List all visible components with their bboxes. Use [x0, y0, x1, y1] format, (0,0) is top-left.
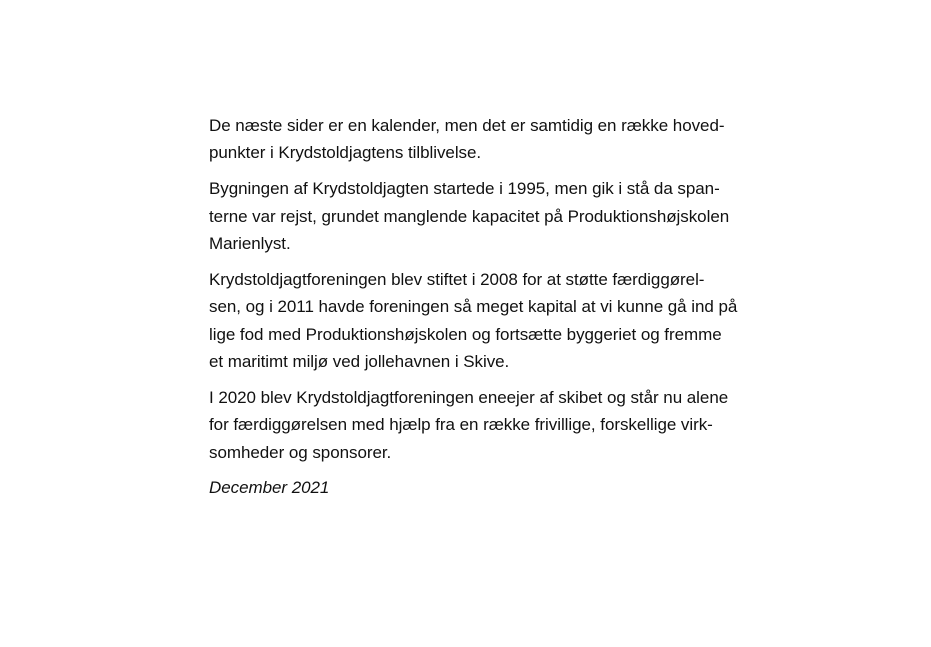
text-line: Marienlyst.: [209, 234, 291, 254]
text-line: I 2020 blev Krydstoldjagtforeningen eneejer af skibet og står nu alene: [209, 387, 729, 407]
document-date: December 2021: [209, 478, 330, 498]
paragraph-construction: [209, 175, 749, 257]
text-line: De næste sider er en kalender, men det er samtidig en række hoved-: [209, 116, 725, 135]
paragraph-association: [209, 266, 749, 376]
text-line: et maritimt miljø ved jollehavnen i Skive.: [209, 352, 510, 372]
text-line: for færdiggørelsen med hjælp fra en række frivillige, forskellige virk-: [209, 415, 713, 435]
document-body: [209, 112, 749, 502]
text-line: somheder og sponsorer.: [209, 442, 392, 462]
text-line: lige fod med Produktionshøjskolen og fortsætte byggeriet og fremme: [209, 324, 722, 344]
text-line: Bygningen af Krydstoldjagten startede i 1995, men gik i stå da span-: [209, 179, 720, 199]
text-line: terne var rejst, grundet manglende kapacitet på Produktionshøjskolen: [209, 206, 730, 226]
text-line: Krydstoldjagtforeningen blev stiftet i 2008 for at støtte færdiggørel-: [209, 269, 705, 289]
paragraph-intro: [209, 112, 749, 167]
text-line: punkter i Krydstoldjagtens tilblivelse.: [209, 143, 482, 163]
paragraph-ownership: [209, 384, 749, 466]
text-line: sen, og i 2011 havde foreningen så meget kapital at vi kunne gå ind på: [209, 297, 738, 317]
